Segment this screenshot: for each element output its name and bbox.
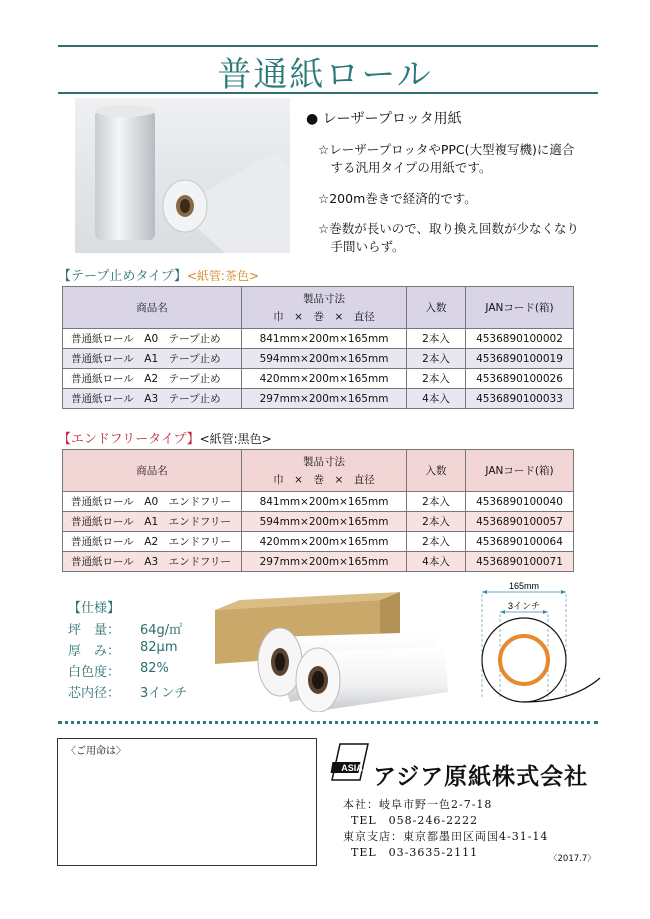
table-row: 普通紙ロール A3 テープ止め 297mm×200m×165mm 4本入 4536890100033 [63, 389, 574, 409]
feature-line: ☆レーザープロッタやPPC(大型複写機)に適合 [318, 142, 575, 157]
col-header-jan: JANコード(箱) [466, 287, 574, 329]
inner-diameter-label: 3インチ [507, 601, 541, 611]
feature-line: する汎用タイプの用紙です。 [318, 160, 492, 175]
spec-item: 白色度： 82% [68, 661, 169, 680]
address-line: TEL 03-3635-2111 [351, 846, 479, 859]
company-name: アジア原紙株式会社 [373, 764, 589, 790]
roll-dimension-diagram [462, 578, 612, 713]
box-and-rolls-photo [210, 592, 450, 712]
col-header-qty: 入数 [407, 287, 466, 329]
spec-item: 厚 み： 82μm [68, 640, 178, 659]
table-row: 普通紙ロール A1 エンドフリー 594mm×200m×165mm 2本入 4536890100057 [63, 512, 574, 532]
spec-item: 芯内径： 3インチ [68, 686, 188, 701]
section-heading-endfree: 【エンドフリータイプ】<紙管:黒色> [58, 432, 272, 447]
dotted-separator [58, 721, 598, 724]
col-header-name: 商品名 [63, 287, 242, 329]
feature-line: 手間いらず。 [318, 239, 405, 254]
col-header-jan: JANコード(箱) [466, 450, 574, 492]
spec-item: 坪 量： 64g/㎡ [68, 623, 183, 638]
table-row: 普通紙ロール A2 エンドフリー 420mm×200m×165mm 2本入 4536890100064 [63, 532, 574, 552]
asia-logo [330, 742, 370, 782]
address-line: 東京支店：東京都墨田区両国4-31-14 [343, 830, 549, 843]
tape-type-table [62, 286, 574, 409]
order-label: 〈ご用命は〉 [66, 746, 126, 757]
product-photo [75, 98, 290, 253]
svg-text:ASIA: ASIA [341, 763, 363, 773]
address-line: 本社：岐阜市野一色2-7-18 [343, 798, 493, 811]
page-title: 普通紙ロール [217, 55, 433, 95]
endfree-type-table [62, 449, 574, 572]
col-header-qty: 入数 [407, 450, 466, 492]
col-header-size: 製品寸法 巾 × 巻 × 直径 [242, 450, 407, 492]
col-header-size: 製品寸法 巾 × 巻 × 直径 [242, 287, 407, 329]
date-label: 〈2017.7〉 [549, 854, 596, 864]
address-line: TEL 058-246-2222 [351, 814, 479, 827]
table-row: 普通紙ロール A0 エンドフリー 841mm×200m×165mm 2本入 4536890100040 [63, 492, 574, 512]
table-row: 普通紙ロール A0 テープ止め 841mm×200m×165mm 2本入 4536890100002 [63, 329, 574, 349]
feature-line: ☆200m巻きで経済的です。 [318, 191, 477, 206]
spec-title: 【仕様】 [68, 601, 121, 616]
table-row: 普通紙ロール A3 エンドフリー 297mm×200m×165mm 4本入 4536890100071 [63, 552, 574, 572]
outer-diameter-label: 165mm [508, 581, 540, 591]
title-bottom-rule [58, 92, 598, 94]
section-heading-tape: 【テープ止めタイプ】<紙管:茶色> [58, 269, 259, 284]
feature-line: ☆巻数が長いので、取り換え回数が少なくなり [318, 221, 579, 236]
order-box [57, 738, 317, 866]
col-header-name: 商品名 [63, 450, 242, 492]
product-type: ● レーザープロッタ用紙 [306, 111, 462, 127]
table-row: 普通紙ロール A1 テープ止め 594mm×200m×165mm 2本入 4536890100019 [63, 349, 574, 369]
table-row: 普通紙ロール A2 テープ止め 420mm×200m×165mm 2本入 4536890100026 [63, 369, 574, 389]
